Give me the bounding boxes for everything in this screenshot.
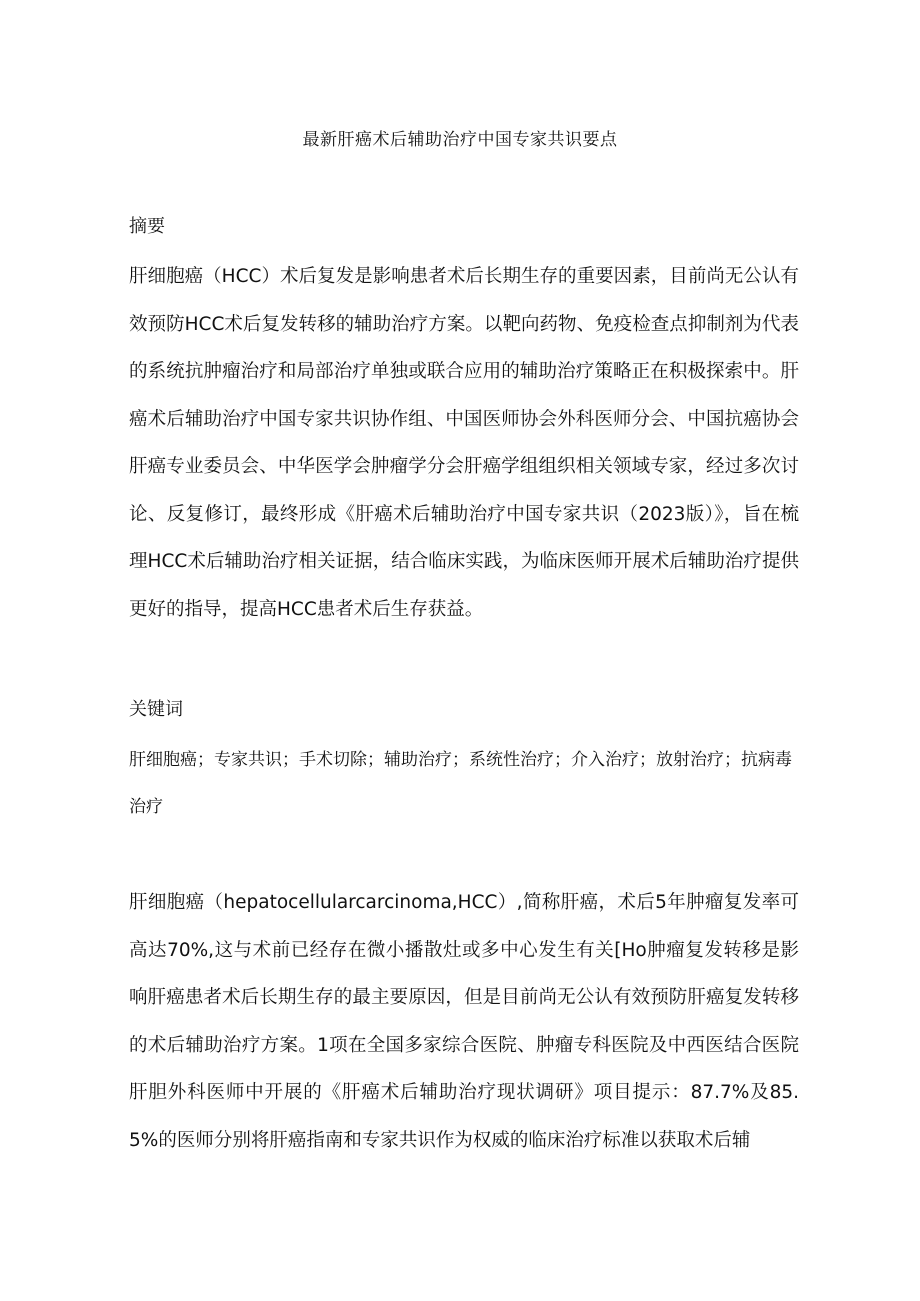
abstract-body <box>129 253 799 633</box>
body-section <box>129 879 799 1164</box>
keywords-body <box>129 737 799 831</box>
document-title: 最新肝癌术后辅助治疗中国专家共识要点 <box>302 130 618 150</box>
keywords-heading: 关键词 <box>129 699 183 720</box>
keywords-section <box>129 697 799 723</box>
keywords-list: 肝细胞癌；专家共识；手术切除；辅助治疗；系统性治疗；介入治疗；放射治疗；抗病毒治疗 <box>129 750 792 817</box>
abstract-heading: 摘要 <box>129 216 165 237</box>
body-paragraph: 肝细胞癌（hepatocellularcarcinoma,HCC）,简称肝癌，术后5年肿瘤复发率可高达70%,这与术前已经存在微小播散灶或多中心发生有关[Ho肿瘤复发转移是影响肝癌患者术后长期生存的最主要原因，但是目前尚无公认有效预防肝癌复发转移的术后辅助治疗方案。1项在全国多家综合医院、肿瘤专科医院及中西医结合医院肝胆外科医师中开展的《肝癌术后辅助治疗现状调研》项目提示：87.7%及85.5%的医师分别将肝癌指南和专家共识作为权威的临床治疗标准以获取术后辅 <box>129 892 799 1151</box>
abstract-section <box>129 214 799 240</box>
abstract-paragraph: 肝细胞癌（HCC）术后复发是影响患者术后长期生存的重要因素，目前尚无公认有效预防HCC术后复发转移的辅助治疗方案。以靶向药物、免疫检查点抑制剂为代表的系统抗肿瘤治疗和局部治疗单独或联合应用的辅助治疗策略正在积极探索中。肝癌术后辅助治疗中国专家共识协作组、中国医师协会外科医师分会、中国抗癌协会肝癌专业委员会、中华医学会肿瘤学分会肝癌学组组织相关领域专家，经过多次讨论、反复修订，最终形成《肝癌术后辅助治疗中国专家共识（2023版）》，旨在梳理HCC术后辅助治疗相关证据，结合临床实践，为临床医师开展术后辅助治疗提供更好的指导，提高HCC患者术后生存获益。 <box>129 266 799 620</box>
